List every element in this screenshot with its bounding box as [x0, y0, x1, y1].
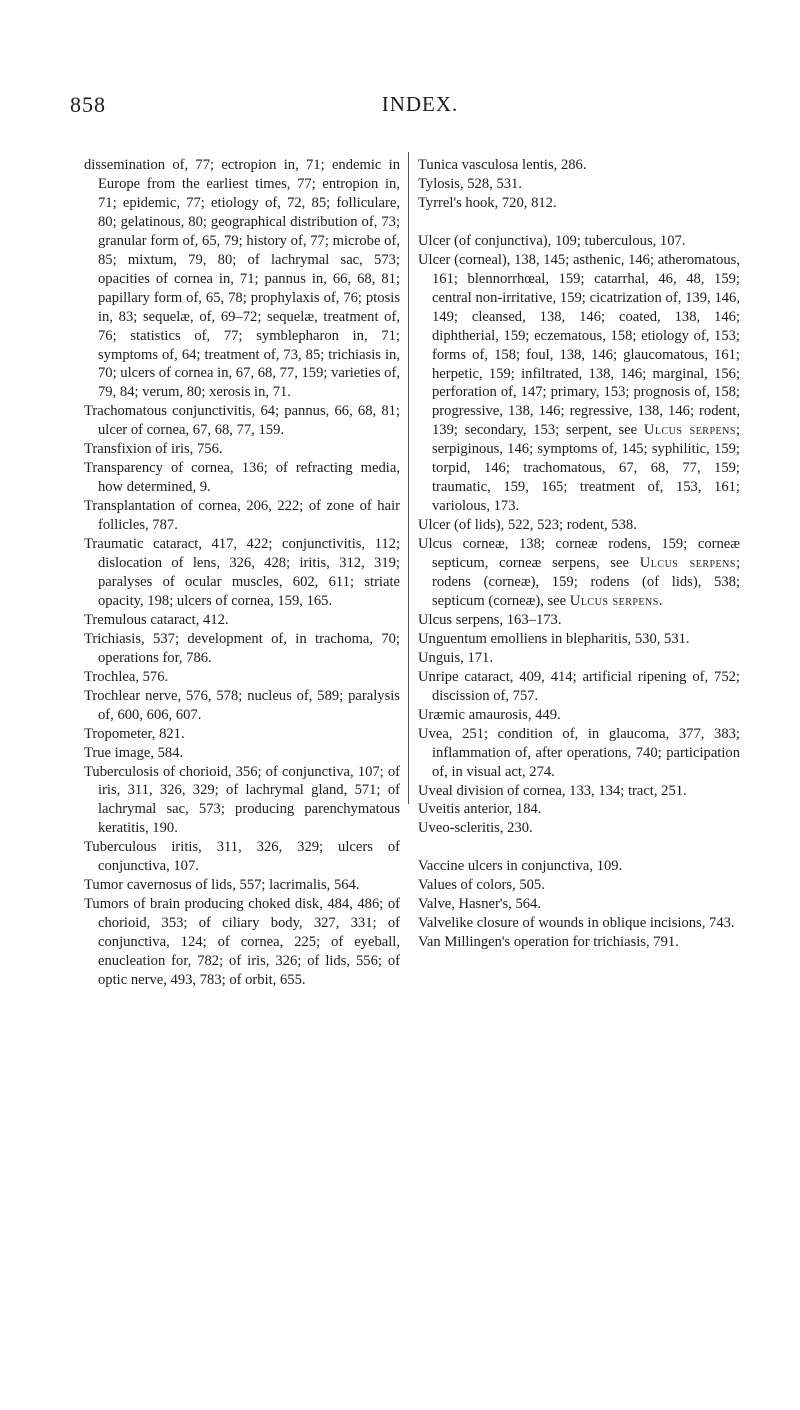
entry-text: Trochlear nerve, 576, 578; nucleus of, 589; paralysis of, 600, 606, 607.	[84, 687, 400, 723]
index-column-right	[418, 156, 740, 952]
entry-text: Uveitis anterior, 184.	[418, 801, 542, 818]
entry-text: Ulcus corneæ, 138; corneæ rodens, 159; corneæ septicum, corneæ serpens, see	[418, 536, 740, 572]
index-entry	[84, 459, 400, 497]
index-entry	[84, 725, 400, 744]
entry-text: Ulcer (of conjunctiva), 109; tuberculous, 107.	[418, 232, 686, 249]
index-entry	[418, 800, 740, 819]
index-entry	[84, 497, 400, 535]
entry-text: Trichiasis, 537; development of, in trachoma, 70; operations for, 786.	[84, 630, 400, 666]
entry-text: Valvelike closure of wounds in oblique incisions, 743.	[418, 915, 735, 932]
entry-text: Tunica vasculosa lentis, 286.	[418, 157, 587, 173]
entry-text: Ulcer (of lids), 522, 523; rodent, 538.	[418, 517, 637, 534]
index-entry	[418, 819, 740, 838]
index-entry	[418, 857, 740, 876]
entry-text: Uvea, 251; condition of, in glaucoma, 377, 383; inflammation of, after operations, 740; participation of, in visual act, 274.	[418, 725, 740, 780]
entry-text: Van Millingen's operation for trichiasis, 791.	[418, 934, 679, 951]
index-entry	[418, 611, 740, 630]
index-entry	[418, 194, 740, 213]
index-entry	[84, 630, 400, 668]
page-header	[70, 92, 730, 122]
cross-reference: Ulcus serpens	[569, 592, 659, 609]
index-entry	[84, 895, 400, 990]
entry-text: Trochlea, 576.	[84, 668, 169, 685]
entry-text: Tylosis, 528, 531.	[418, 175, 522, 192]
index-entry	[84, 687, 400, 725]
entry-text: .	[658, 592, 663, 609]
entry-text: ; serpiginous, 146; symptoms of, 145; syphilitic, 159; torpid, 146; trachomatous, 67, 68, 77, 159; traumatic, 159, 165; treatment of, 153, 161; variolous, 173.	[432, 422, 740, 515]
column-divider	[408, 152, 409, 804]
entry-text: Trachomatous conjunctivitis, 64; pannus, 66, 68, 81; ulcer of cornea, 67, 68, 77, 159.	[84, 403, 400, 439]
entry-text: Uveal division of cornea, 133, 134; tract, 251.	[418, 782, 687, 799]
index-entry	[84, 763, 400, 839]
entry-text: Uveo-scleritis, 230.	[418, 820, 533, 837]
entry-text: Tyrrel's hook, 720, 812.	[418, 194, 557, 211]
index-entry	[84, 876, 400, 895]
index-entry	[84, 535, 400, 611]
entry-text: Transfixion of iris, 756.	[84, 441, 223, 458]
index-entry	[418, 725, 740, 782]
entry-text: Valve, Hasner's, 564.	[418, 896, 541, 913]
index-entry	[84, 744, 400, 763]
index-entry	[418, 876, 740, 895]
entry-text: Tuberculosis of chorioid, 356; of conjunctiva, 107; of iris, 311, 326, 329; of lachrymal gland, 571; of lachrymal sac, 573; producing parenchymatous keratitis, 190.	[84, 763, 400, 837]
cross-reference: Ulcus serpens	[643, 422, 736, 439]
index-entry	[418, 630, 740, 649]
index-entry	[418, 895, 740, 914]
entry-text: Tumors of brain producing choked disk, 484, 486; of chorioid, 353; of ciliary body, 327, 331; of conjunctiva, 124; of cornea, 225; of eyeball, enucleation for, 782; of iris, 326; of lids, 556; of optic nerve, 493, 783; of orbit, 655.	[84, 896, 400, 988]
entry-text: True image, 584.	[84, 744, 184, 761]
entry-text: Vaccine ulcers in conjunctiva, 109.	[418, 858, 623, 875]
entry-text: Tremulous cataract, 412.	[84, 611, 229, 628]
index-entry	[84, 156, 400, 402]
index-entry	[418, 232, 740, 251]
entry-text: Unripe cataract, 409, 414; artificial ripening of, 752; discission of, 757.	[418, 668, 740, 704]
page-title: INDEX.	[381, 92, 459, 116]
entry-text: Uræmic amaurosis, 449.	[418, 706, 561, 723]
entry-text: Ulcer (corneal), 138, 145; asthenic, 146; atheromatous, 161; blennorrhœal, 159; catarrhal, 46, 48, 159; central non-irritative, 159; cicatrization of, 139, 146, 149; cleansed, 138, 146; coated, 138, 146; diphtherial, 159; eczematous, 158; etiology of, 153; forms of, 158; foul, 138, 146; glaucomatous, 161; herpetic, 159; infiltrated, 138, 146; marginal, 156; perforation of, 147; primary, 153; prognosis of, 158; progressive, 138, 146; regressive, 138, 146; rodent, 139; secondary, 153; serpent, see	[418, 251, 740, 439]
index-entry	[418, 516, 740, 535]
index-entry	[418, 782, 740, 801]
entry-text: Transplantation of cornea, 206, 222; of zone of hair follicles, 787.	[84, 498, 400, 534]
cross-reference: Ulcus serpens	[639, 555, 736, 572]
entry-text: Values of colors, 505.	[418, 877, 545, 894]
index-entry	[84, 611, 400, 630]
page-number: 858	[70, 92, 106, 117]
entry-text: Tumor cavernosus of lids, 557; lacrimalis, 564.	[84, 877, 360, 894]
index-entry	[418, 914, 740, 933]
entry-text: Ulcus serpens, 163–173.	[418, 611, 562, 628]
index-entry	[418, 156, 740, 175]
entry-text: Tropometer, 821.	[84, 725, 185, 742]
entry-text: Unguis, 171.	[418, 649, 493, 666]
index-entry	[418, 706, 740, 725]
index-entry	[418, 251, 740, 516]
index-column-left	[84, 156, 400, 990]
entry-text: dissemination of, 77; ectropion in, 71; endemic in Europe from the earliest times, 77; entropion in, 71; epidemic, 77; etiology of, 72, 85; folliculare, 80; gelatinous, 80; geographical distribution of, 73; granular form of, 65, 79; history of, 77; microbe of, 85; mixtum, 79, 80; of lachrymal sac, 573; opacities of cornea in, 71; pannus in, 66, 68, 81; papillary form of, 65, 78; prophylaxis of, 76; ptosis in, 83; sequelæ, of, 69–72; sequelæ, treatment of, 76; statistics of, 77; symblepharon in, 71; symptoms of, 64; treatment of, 73, 85; trichiasis in, 70; ulcers of cornea in, 67, 68, 77, 159; varieties of, 79, 84; verum, 80; xerosis in, 71.	[84, 157, 400, 401]
entry-text: Transparency of cornea, 136; of refracting media, how determined, 9.	[84, 460, 400, 496]
index-entry	[418, 649, 740, 668]
entry-text: ; rodens (corneæ), 159; rodens (of lids), 538; septicum (corneæ), see	[432, 555, 741, 609]
index-entry	[418, 668, 740, 706]
index-entry	[84, 668, 400, 687]
index-entry	[418, 933, 740, 952]
entry-text: Unguentum emolliens in blepharitis, 530, 531.	[418, 630, 690, 647]
entry-text: Tuberculous iritis, 311, 326, 329; ulcers of conjunctiva, 107.	[84, 839, 400, 875]
index-entry	[84, 440, 400, 459]
index-entry	[418, 535, 740, 611]
entry-text: Traumatic cataract, 417, 422; conjunctivitis, 112; dislocation of lens, 326, 428; iritis, 312, 319; paralyses of ocular muscles, 602, 611; striate opacity, 198; ulcers of cornea, 159, 165.	[84, 536, 400, 609]
index-entry	[84, 838, 400, 876]
index-entry	[418, 175, 740, 194]
index-entry	[84, 402, 400, 440]
